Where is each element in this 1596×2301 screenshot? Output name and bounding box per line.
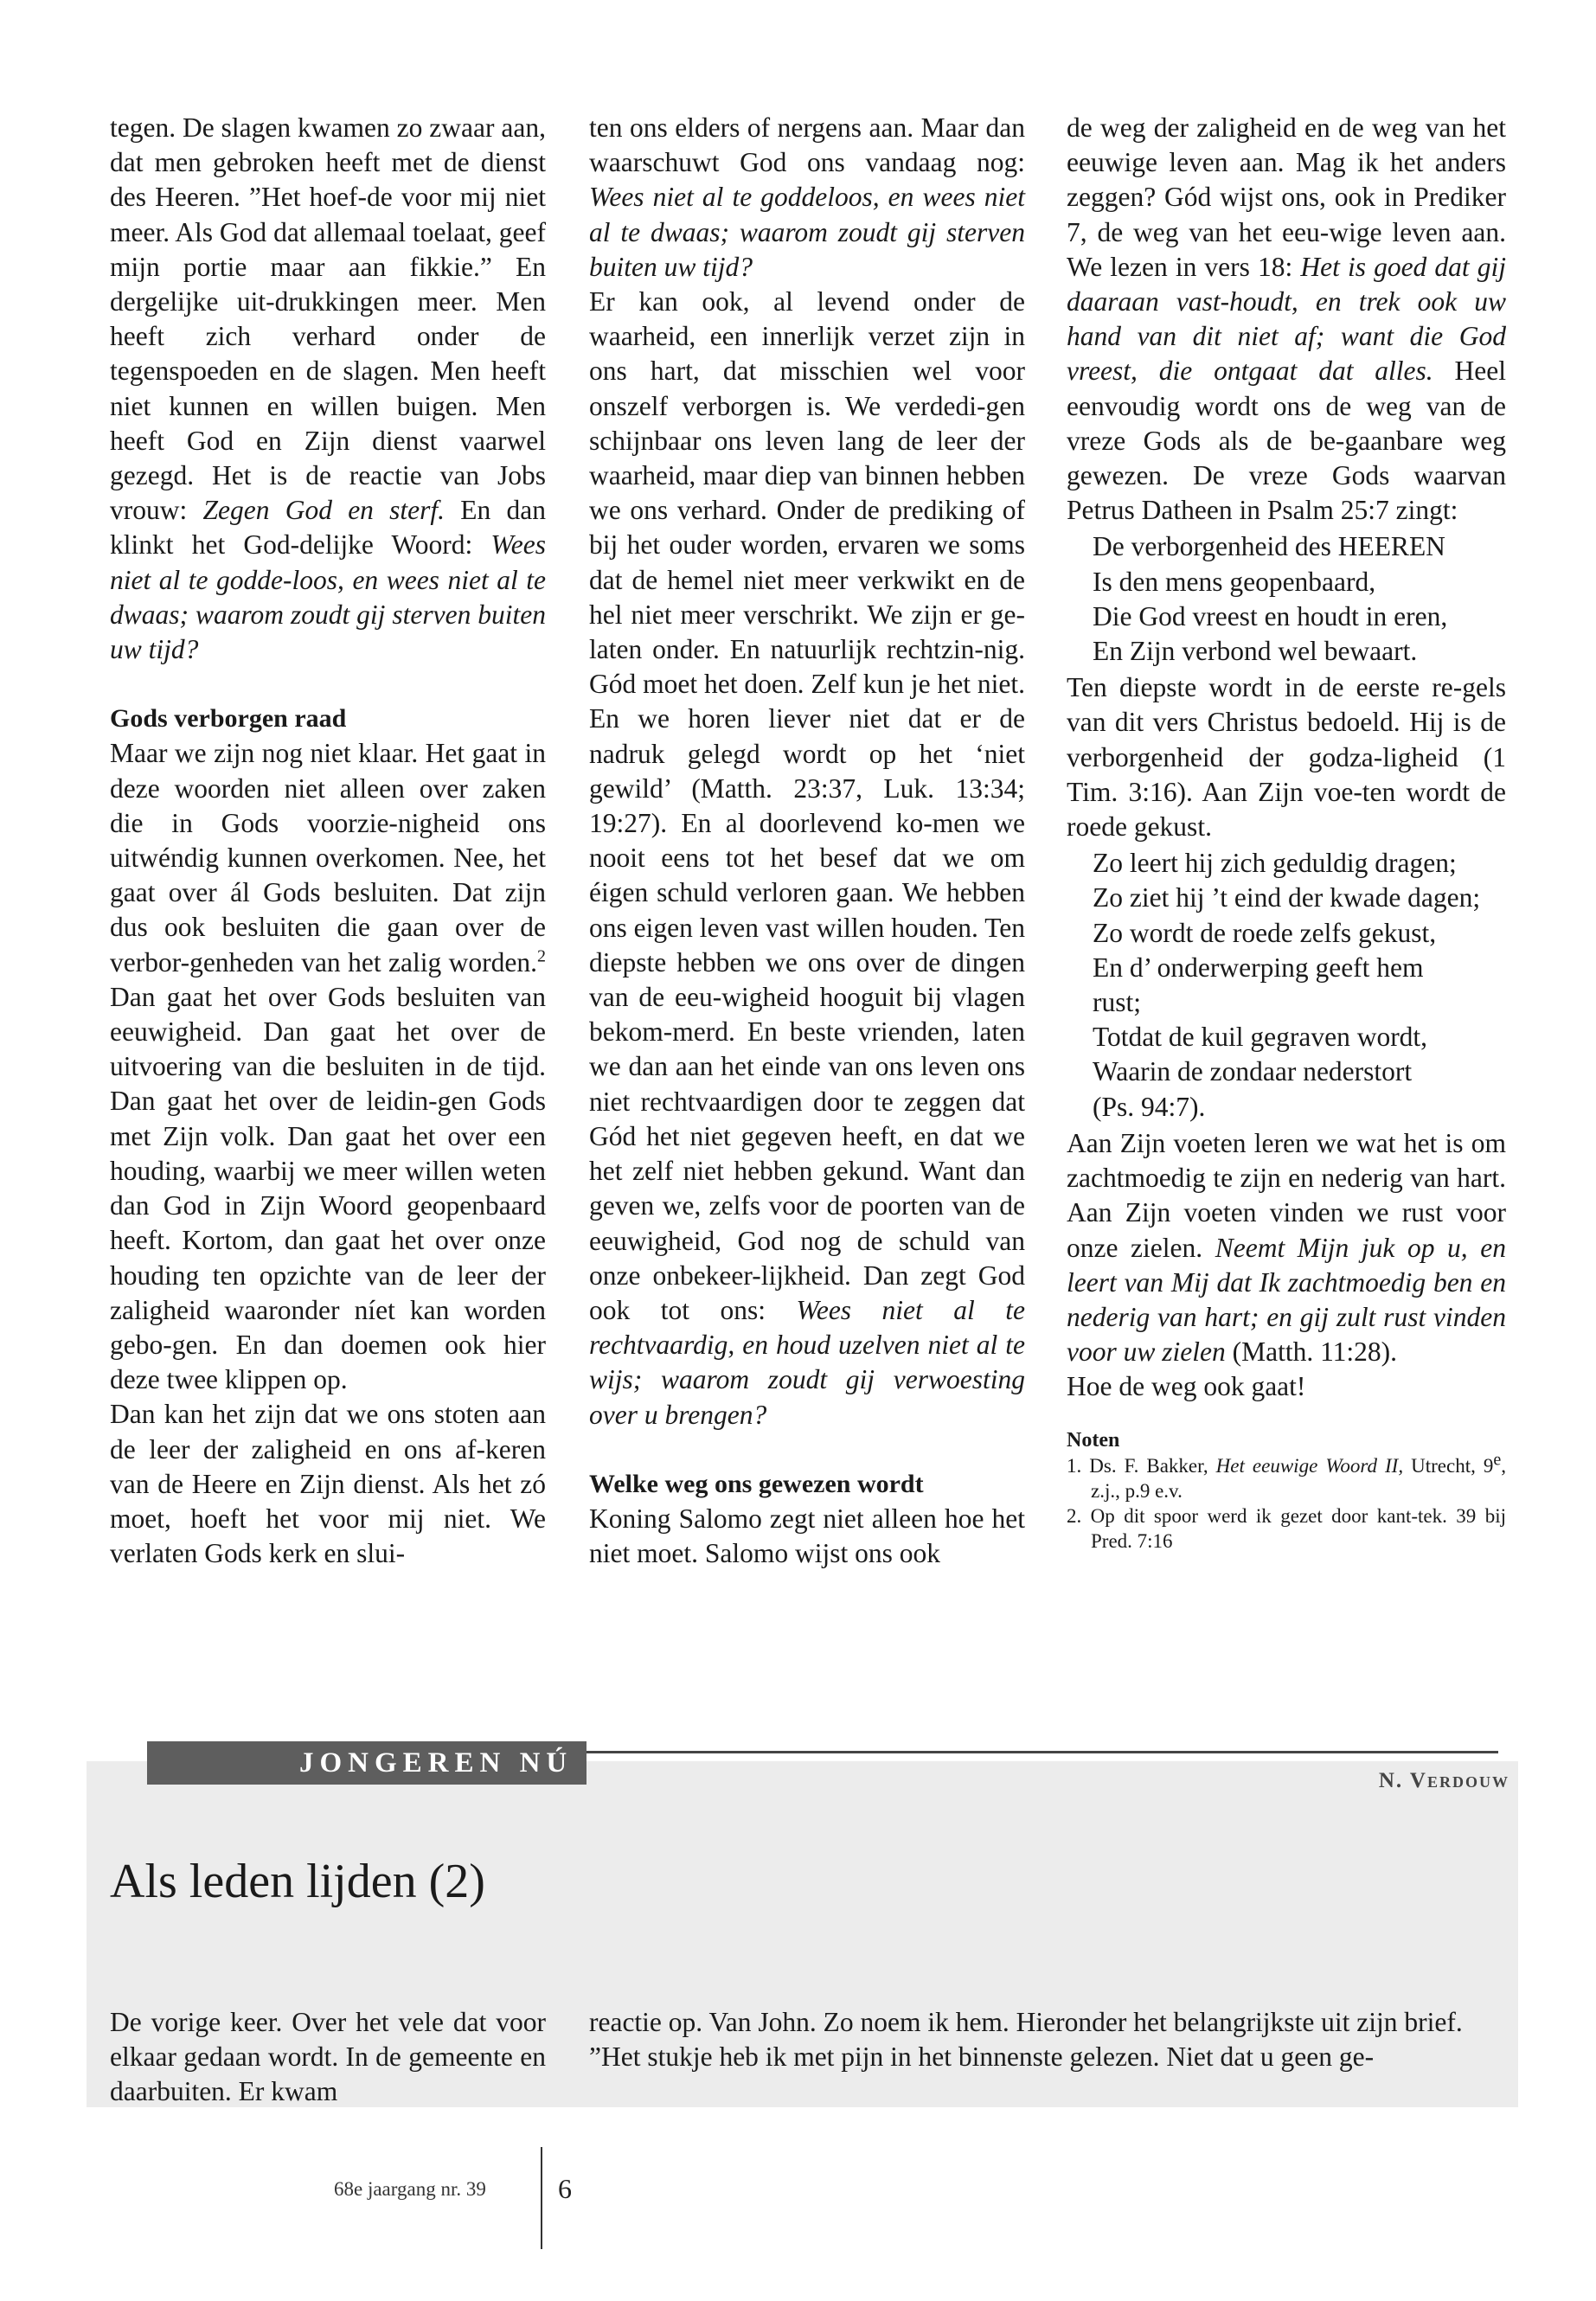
paragraph: Er kan ook, al levend onder de waarheid, een innerlijk verzet zijn in ons hart, dat misschien wel voor onszelf verborgen is. We verdedi-gen schijnbaar ons leven lang de leer der waarheid, maar diep van binnen hebben we ons verhard. Onder de prediking of bij het ouder worden, ervaren we soms dat de hemel niet meer verkwikt en de hel niet meer verschrikt. We zijn er ge-laten onder. En natuurlijk rechtzin-nig. Gód moet het doen. Zelf kun je het niet. En we horen liever niet dat er de nadruk gelegd wordt op het ‘niet gewild’ (Matth. 23:37, Luk. 13:34; 19:27). En al doorlevend ko-men we nooit eens tot het besef dat we om éigen schuld verloren gaan. We hebben ons eigen leven vast willen houden. Ten diepste hebben we ons over de dingen van de eeu-wigheid hooguit bij vlagen bekom-merd. En beste vrienden, laten we dan aan het einde van ons leven ons niet rechtvaardigen door te zeggen dat Gód het niet gegeven heeft, en dat we het zelf niet hebben gekund. Want dan geven we, zelfs voor de poorten van de eeuwigheid, God nog de schuld van onze onbekeer-lijkheid. Dan zegt God ook tot ons: Wees niet al te rechtvaardig, en houd uzelven niet al te wijs; waarom zoudt gij verwoesting over u brengen?: [589, 286, 1025, 1430]
paragraph: de weg der zaligheid en de weg van het eeuwige leven aan. Mag ik het anders zeggen? Gód wijst ons, ook in Prediker 7, de weg van het eeu-wige leven aan. We lezen in vers 18: Het is goed dat gij daaraan vast-houdt, en trek ook uw hand van dit niet af; want die God vreest, die ontgaat dat alles. Heel eenvoudig wordt ons de weg van de vreze Gods als de be-gaanbare weg gewezen. De vreze Gods waarvan Petrus Datheen in Psalm 25:7 zingt:: [1067, 112, 1506, 526]
psalm-verse: De verborgenheid des HEEREN Is den mens geopenbaard, Die God vreest en houdt in eren, En Zijn verbond wel bewaart.: [1093, 531, 1448, 667]
article-column-1: [110, 111, 546, 1571]
paragraph: tegen. De slagen kwamen zo zwaar aan, dat men gebroken heeft met de dienst des Heeren. ”Het hoef-de voor mij niet meer. Als God dat allemaal toelaat, geef mijn portie maar aan fikkie.” En dergelijke uit-drukkingen meer. Men heeft zich verhard onder de tegenspoeden en de slagen. Men heeft niet kunnen en willen buigen. Men heeft God en Zijn dienst vaarwel gezegd. Het is de reactie van Jobs vrouw: Zegen God en sterf. En dan klinkt het God-delijke Woord: Wees niet al te godde-loos, en wees niet al te dwaas; waarom zoudt gij sterven buiten uw tijd?: [110, 112, 546, 665]
footer-divider: [541, 2147, 542, 2249]
article-title: Als leden lijden (2): [110, 1855, 485, 1908]
issue-info: 68e jaargang nr. 39: [334, 2178, 486, 2200]
author-name: N. Verdouw: [1378, 1769, 1509, 1792]
footnotes: [1067, 1449, 1507, 1554]
paragraph: Maar we zijn nog niet klaar. Het gaat in deze woorden niet alleen over zaken die in Gods voorzie-nigheid ons uitwéndig kunnen overkomen. Nee, het gaat over ál Gods besluiten. Dat zijn dus ook besluiten die gaan over de verbor-genheden van het zalig worden.$^2$ Dan gaat het over Gods besluiten van eeuwigheid. Dan gaat het over de uitvoering van die besluiten in de tijd. Dan gaat het over de leidin-gen Gods met Zijn volk. Dan gaat het over een houding, waarbij we meer willen weten dan God in Zijn Woord geopenbaard heeft. Kortom, dan gaat het over onze houding ten opzichte van de leer der zaligheid waaronder níet kan worden gebo-gen. En dan doemen ook hier deze twee klippen op.: [110, 738, 546, 1395]
section-heading: Welke weg ons gewezen wordt: [589, 1469, 924, 1498]
paragraph: reactie op. Van John. Zo noem ik hem. Hieronder het belangrijkste uit zijn brief.: [589, 2007, 1463, 2037]
paragraph: ten ons elders of nergens aan. Maar dan waarschuwt God ons vandaag nog: Wees niet al te goddeloos, en wees niet al te dwaas; waarom zoudt gij sterven buiten uw tijd?: [589, 112, 1025, 282]
rubric-label: JONGEREN NÚ: [147, 1741, 586, 1785]
paragraph: ”Het stukje heb ik met pijn in het binnenste gelezen. Niet dat u geen ge-: [589, 2041, 1375, 2073]
article-column-3: [1067, 111, 1506, 1554]
footnote-2: 2. Op dit spoor werd ik gezet door kant-tek. 39 bij Pred. 7:16: [1067, 1504, 1506, 1552]
paragraph: Dan kan het zijn dat we ons stoten aan de leer der zaligheid en ons af-keren van de Heere en Zijn dienst. Als het zó moet, hoeft het voor mij niet. We verlaten Gods kerk en slui-: [110, 1399, 546, 1569]
notes-heading: Noten: [1067, 1428, 1120, 1452]
paragraph: Aan Zijn voeten leren we wat het is om zachtmoedig te zijn en nederig van hart. Aan Zijn voeten vinden we rust voor onze zielen. Neemt Mijn juk op u, en leert van Mij dat Ik zachtmoedig ben en nederig van hart; en gij zult rust vinden voor uw zielen (Matth. 11:28).: [1067, 1127, 1506, 1368]
section-heading: Gods verborgen raad: [110, 704, 347, 734]
paragraph: Koning Salomo zegt niet alleen hoe het niet moet. Salomo wijst ons ook: [589, 1503, 1025, 1569]
article-column-2: [589, 111, 1025, 1571]
intro-column-1: [110, 2005, 546, 2110]
paragraph: Hoe de weg ook gaat!: [1067, 1371, 1306, 1402]
footnote-ref: 2: [537, 946, 546, 966]
footnote-1: 1. Ds. F. Bakker, Het eeuwige Woord II, Utrecht, 9e, z.j., p.9 e.v.: [1067, 1449, 1507, 1502]
psalm-verse: Zo leert hij zich geduldig dragen; Zo ziet hij ’t eind der kwade dagen; Zo wordt de roede zelfs gekust, En d’ onderwerping geeft hem rust; Totdat de kuil gegraven wordt, Waarin de zondaar nederstort (Ps. 94:7).: [1093, 848, 1481, 1122]
page-number: 6: [558, 2173, 572, 2204]
paragraph: Ten diepste wordt in de eerste re-gels van dit vers Christus bedoeld. Hij is de verborgenheid der godza-ligheid (1 Tim. 3:16). Aan Zijn voe-ten wordt de roede gekust.: [1067, 672, 1506, 843]
intro-column-2: [589, 2005, 1506, 2074]
paragraph: De vorige keer. Over het vele dat voor elkaar gedaan wordt. In de gemeente en daarbuiten. Er kwam: [110, 2007, 546, 2107]
